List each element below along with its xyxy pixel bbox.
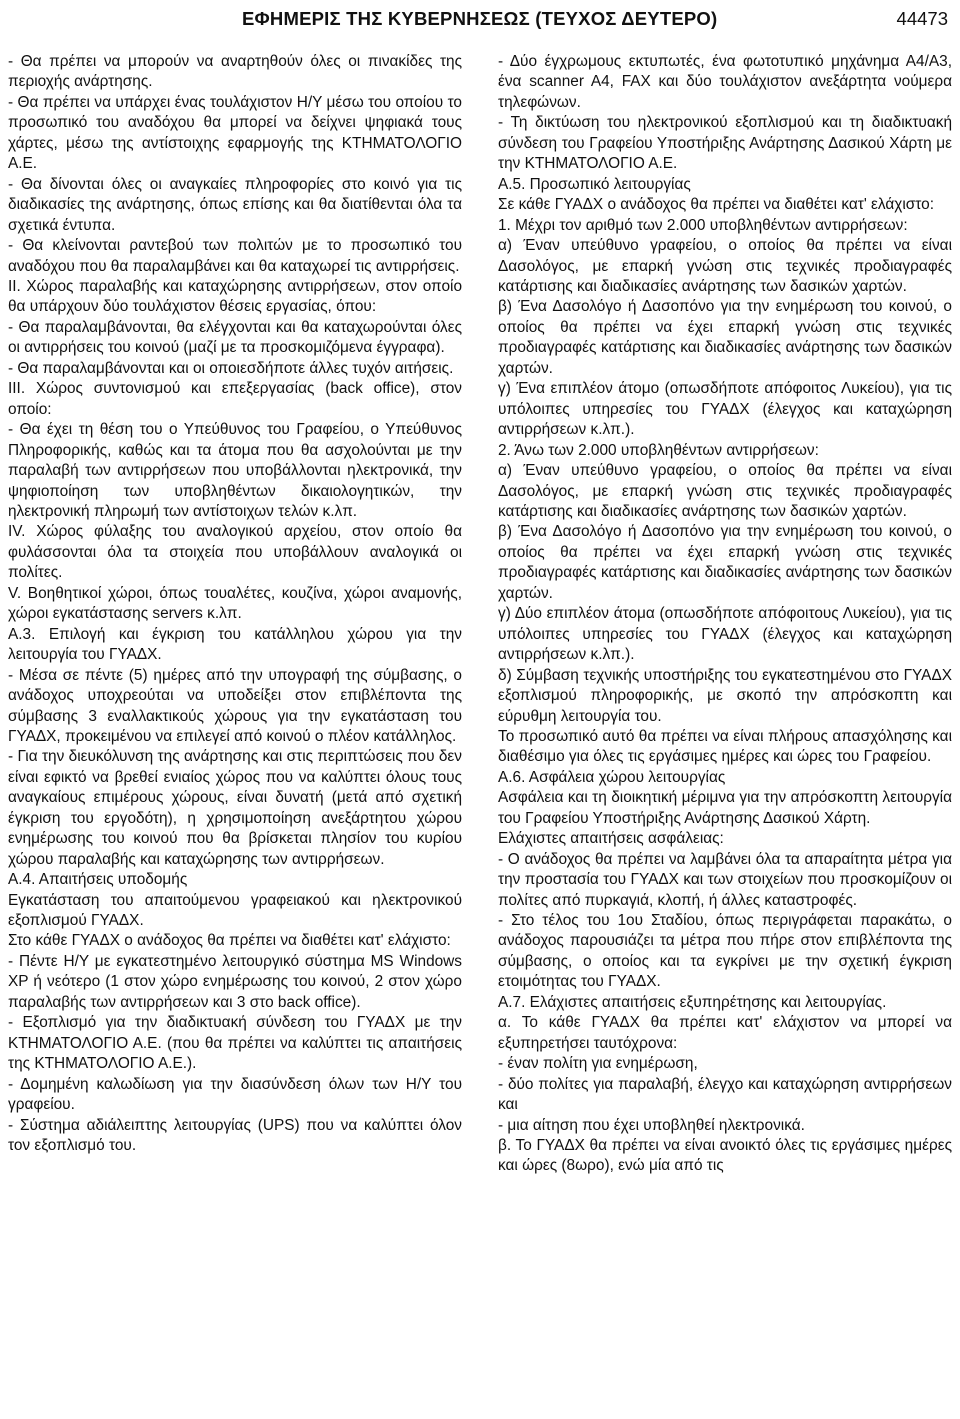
paragraph: - Θα παραλαμβάνονται και οι οποιεσδήποτε άλλες τυχόν αιτήσεις. [8, 359, 454, 377]
paragraph: α. Το κάθε ΓΥΑΔΧ θα πρέπει κατ' ελάχιστον να μπορεί να εξυπηρετήσει ταυτόχρονα: [498, 1014, 952, 1052]
paragraph: γ) Δύο επιπλέον άτομα (οπωσδήποτε απόφοιτους Λυκείου), για τις υπόλοιπες υπηρεσίες του ΓΥΑΔΧ (έλεγχος και καταχώρηση αντιρρήσεων κ.λπ.). [498, 605, 952, 664]
paragraph: - Θα δίνονται όλες οι αναγκαίες πληροφορίες στο κοινό για τις διαδικασίες της ανάρτησης, όπως επίσης και θα διατίθενται όλα τα σχετικά έντυπα. [8, 175, 462, 234]
paragraph: ΙΙ. Χώρος παραλαβής και καταχώρησης αντιρρήσεων, στον οποίο θα υπάρχουν δύο τουλάχιστον θέσεις εργασίας, όπου: [8, 277, 462, 316]
left-column [8, 52, 462, 1177]
paragraph: β) Ένα Δασολόγο ή Δασοπόνο για την ενημέρωση του κοινού, ο οποίος θα πρέπει να έχει επαρκή γνώση στις τεχνικές προδιαγραφές κατάρτισης και διαδικασίες ανάρτησης των δασικών χαρτών. [498, 298, 952, 377]
paragraph: - Θα παραλαμβάνονται, θα ελέγχονται και θα καταχωρούνται όλες οι αντιρρήσεις του κοινού (μαζί με τα προσκομιζόμενα έγγραφα). [8, 318, 462, 357]
paragraph: Το προσωπικό αυτό θα πρέπει να είναι πλήρους απασχόλησης και διαθέσιμο για όλες τις εργάσιμες ημέρες και ώρες του Γραφείου. [498, 727, 952, 766]
paragraph: - Θα κλείνονται ραντεβού των πολιτών με το προσωπικό του αναδόχου που θα παραλαμβάνει και θα καταχωρεί τις αντιρρήσεις. [8, 237, 462, 275]
paragraph: - Στο τέλος του 1ου Σταδίου, όπως περιγράφεται παρακάτω, ο ανάδοχος παρουσιάζει τα μέτρα που πήρε στον επιβλέποντα της σύμβασης, ο οποίος και τα εγκρίνει με την σχετική έγκριση ετοιμότητας του ΓΥΑΔΧ. [498, 912, 952, 991]
paragraph: Α.4. Απαιτήσεις υποδομής [8, 871, 188, 889]
paragraph: β. Το ΓΥΑΔΧ θα πρέπει να είναι ανοικτό όλες τις εργάσιμες ημέρες και ώρες (8ωρο), ενώ μία από τις [498, 1137, 952, 1175]
paragraph: - Εξοπλισμό για την διαδικτυακή σύνδεση του ΓΥΑΔΧ με την ΚΤΗΜΑΤΟΛΟΓΙΟ Α.Ε. (που θα πρέπει να καλύπτει τις απαιτήσεις της ΚΤΗΜΑΤΟΛΟΓΙΟ Α.Ε.). [8, 1014, 462, 1073]
paragraph: IV. Χώρος φύλαξης του αναλογικού αρχείου, στον οποίο θα φυλάσσονται όλα τα στοιχεία που υποβάλλουν αναλογικά οι πολίτες. [8, 523, 462, 582]
paragraph: 1. Μέχρι τον αριθμό των 2.000 υποβληθέντων αντιρρήσεων: [498, 216, 908, 234]
paragraph: - Θα πρέπει να υπάρχει ένας τουλάχιστον Η/Υ μέσω του οποίου το προσωπικό του αναδόχου θα μπορεί να δείχνει ψηφιακά τους χάρτες, μέσω της αντίστοιχης εφαρμογής της ΚΤΗΜΑΤΟΛΟΓΙΟ Α.Ε. [8, 93, 462, 173]
paragraph: β) Ένα Δασολόγο ή Δασοπόνο για την ενημέρωση του κοινού, ο οποίος θα πρέπει να έχει επαρκή γνώση στις τεχνικές προδιαγραφές κατάρτισης και διαδικασίες ανάρτησης των δασικών χαρτών. [498, 523, 952, 602]
paragraph: - Τη δικτύωση του ηλεκτρονικού εξοπλισμού και τη διαδικτυακή σύνδεση του Γραφείου Υποστήριξης Ανάρτησης Δασικού Χάρτη με την ΚΤΗΜΑΤΟΛΟΓΙΟ Α.Ε. [498, 114, 952, 173]
paragraph: - Ο ανάδοχος θα πρέπει να λαμβάνει όλα τα απαραίτητα μέτρα για την προστασία του ΓΥΑΔΧ και των στοιχείων που προσκομίζουν οι πολίτες από πυρκαγιά, κλοπή, ή άλλες καταστροφές. [498, 850, 952, 909]
paragraph: ΙΙΙ. Χώρος συντονισμού και επεξεργασίας (back office), στον οποίο: [8, 380, 462, 418]
paragraph: - Πέντε Η/Υ με εγκατεστημένο λειτουργικό σύστημα MS Windows XP ή νεότερο (1 στον χώρο ενημέρωσης του κοινού, 2 στον χώρο παραλαβής των αντιρρήσεων και 3 στο back office). [8, 952, 462, 1011]
paragraph: Εγκατάσταση του απαιτούμενου γραφειακού και ηλεκτρονικού εξοπλισμού ΓΥΑΔΧ. [8, 891, 462, 930]
paragraph: 2. Άνω των 2.000 υποβληθέντων αντιρρήσεων: [498, 441, 819, 459]
paragraph: Α.6. Ασφάλεια χώρου λειτουργίας [498, 768, 726, 786]
paragraph: - Μέσα σε πέντε (5) ημέρες από την υπογραφή της σύμβασης, ο ανάδοχος υποχρεούται να υποδείξει στον επιβλέποντα της σύμβασης 3 εναλλακτικούς χώρους για την εγκατάσταση του ΓΥΑΔΧ, προκειμένου να επιλεγεί από κοινού ο πλέον κατάλληλος. [8, 666, 462, 745]
right-column [498, 52, 952, 1177]
paragraph: - Δομημένη καλωδίωση για την διασύνδεση όλων των Η/Υ του γραφείου. [8, 1075, 462, 1114]
paragraph: α) Έναν υπεύθυνο γραφείου, ο οποίος θα πρέπει να είναι Δασολόγος, με επαρκή γνώση στις τεχνικές προδιαγραφές κατάρτισης και διαδικασίες ανάρτησης των δασικών χαρτών. [498, 237, 952, 295]
paragraph: Σε κάθε ΓΥΑΔΧ ο ανάδοχος θα πρέπει να διαθέτει κατ' ελάχιστο: [498, 196, 934, 214]
paragraph: Στο κάθε ΓΥΑΔΧ ο ανάδοχος θα πρέπει να διαθέτει κατ' ελάχιστο: [8, 932, 451, 950]
page-header [12, 8, 948, 38]
paragraph: Α.3. Επιλογή και έγκριση του κατάλληλου χώρου για την λειτουργία του ΓΥΑΔΧ. [8, 625, 462, 664]
paragraph: - Σύστημα αδιάλειπτης λειτουργίας (UPS) που να καλύπτει όλον τον εξοπλισμό του. [8, 1116, 462, 1155]
paragraph: γ) Ένα επιπλέον άτομο (οπωσδήποτε απόφοιτος Λυκείου), για τις υπόλοιπες υπηρεσίες του ΓΥΑΔΧ (έλεγχος και καταχώρηση αντιρρήσεων κ.λπ.). [498, 380, 952, 439]
paragraph: V. Βοηθητικοί χώροι, όπως τουαλέτες, κουζίνα, χώροι αναμονής, χώροι εγκατάστασης servers κ.λπ. [8, 584, 462, 623]
text-columns [8, 52, 952, 1177]
paragraph: Α.5. Προσωπικό λειτουργίας [498, 175, 691, 193]
paragraph: Α.7. Ελάχιστες απαιτήσεις εξυπηρέτησης και λειτουργίας. [498, 993, 887, 1011]
paragraph: - μια αίτηση που έχει υποβληθεί ηλεκτρονικά. [498, 1116, 805, 1134]
paragraph: δ) Σύμβαση τεχνικής υποστήριξης του εγκατεστημένου στο ΓΥΑΔΧ εξοπλισμού πληροφορικής, με σκοπό την απρόσκοπτη και εύρυθμη λειτουργία του. [498, 666, 952, 725]
paragraph: - έναν πολίτη για ενημέρωση, [498, 1055, 698, 1073]
paragraph: Ελάχιστες απαιτήσεις ασφάλειας: [498, 830, 724, 848]
page-number: 44473 [896, 8, 948, 29]
paragraph: - δύο πολίτες για παραλαβή, έλεγχο και καταχώρηση αντιρρήσεων και [498, 1075, 952, 1114]
gazette-title: ΕΦΗΜΕΡΙΣ ΤΗΣ ΚΥΒΕΡΝΗΣΕΩΣ (ΤΕΥΧΟΣ ΔΕΥΤΕΡΟ) [242, 8, 718, 29]
paragraph: - Για την διευκόλυνση της ανάρτησης και στις περιπτώσεις που δεν είναι εφικτό να βρεθεί ενιαίος χώρος που να καλύπτει όλους τους αναγκαίους επιμέρους χώρους, είναι δυνατή (μετά από σχετική έγκριση του εργοδότη), η χρησιμοποίηση ανεξάρτητου χώρου ενημέρωσης του κοινού που θα βρίσκεται πλησίον του κυρίου χώρου παραλαβής και καταχώρησης των αντιρρήσεων. [8, 748, 462, 868]
paragraph: - Δύο έγχρωμους εκτυπωτές, ένα φωτοτυπικό μηχάνημα Α4/Α3, ένα scanner A4, FAX και δύο τουλάχιστον ανεξάρτητα νούμερα τηλεφώνων. [498, 53, 952, 111]
paragraph: α) Έναν υπεύθυνο γραφείου, ο οποίος θα πρέπει να είναι Δασολόγος, με επαρκή γνώση στις τεχνικές προδιαγραφές κατάρτισης και διαδικασίες ανάρτησης των δασικών χαρτών. [498, 462, 952, 520]
paragraph: - Θα έχει τη θέση του ο Υπεύθυνος του Γραφείου, ο Υπεύθυνος Πληροφορικής, καθώς και τα άτομα που θα ασχολούνται με την παραλαβή των αντιρρήσεων που υποβάλλονται ηλεκτρονικά, την ψηφιοποίηση των υποβληθέντων δικαιολογητικών, την ηλεκτρονική πληρωμή των αντίστοιχων τελών κ.λπ. [8, 421, 462, 520]
paragraph: - Θα πρέπει να μπορούν να αναρτηθούν όλες οι πινακίδες της περιοχής ανάρτησης. [8, 53, 462, 91]
paragraph: Ασφάλεια και τη διοικητική μέριμνα για την απρόσκοπτη λειτουργία του Γραφείου Υποστήριξης Ανάρτησης Δασικού Χάρτη. [498, 789, 952, 827]
